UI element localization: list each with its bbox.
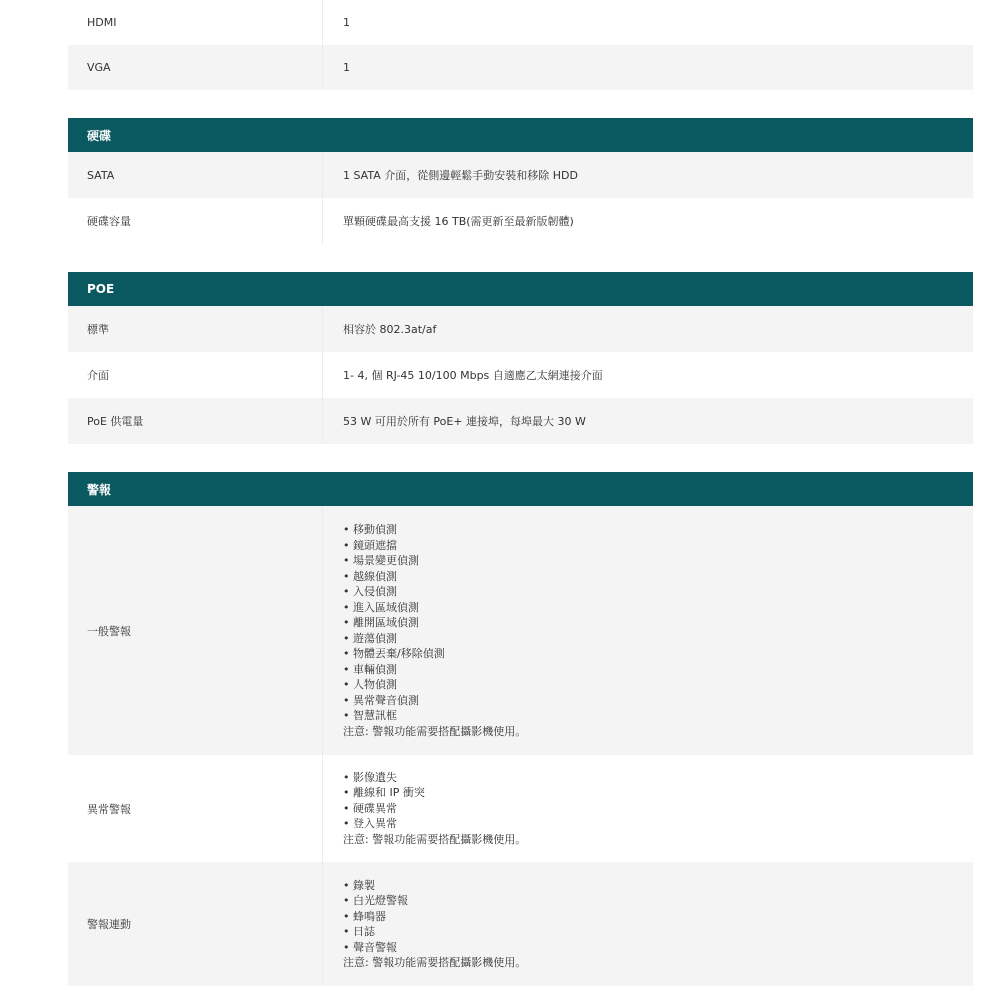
list-item: • 白光燈警報: [343, 894, 408, 907]
spec-table: [68, 0, 973, 986]
spec-label: 硬碟容量: [87, 215, 131, 228]
list-item: • 登入異常: [343, 817, 397, 831]
list-item: • 移動偵測: [343, 523, 397, 536]
spec-value-list: [322, 506, 973, 755]
spec-row-poe-interface: [68, 352, 973, 398]
list-item: • 影像遺失: [343, 770, 397, 784]
list-item: • 入侵偵測: [343, 585, 397, 598]
list-item: • 物體丟棄/移除偵測: [343, 647, 445, 660]
spec-label: 一般警報: [87, 624, 131, 638]
spec-row-hdd-capacity: [68, 198, 973, 244]
note: 注意: 警報功能需要搭配攝影機使用。: [343, 956, 527, 969]
section-header-poe: POE: [68, 272, 973, 306]
list-item: • 進入區域偵測: [343, 600, 419, 614]
spec-value: 1- 4, 個 RJ-45 10/100 Mbps 自適應乙太網連接介面: [322, 352, 973, 398]
spec-row-poe-standard: [68, 306, 973, 352]
list-item: • 車輛偵測: [343, 662, 397, 676]
spec-value-list: [322, 755, 973, 862]
note: 注意: 警報功能需要搭配攝影機使用。: [343, 724, 527, 738]
spec-row-general-alarm: [68, 506, 973, 755]
note: 注意: 警報功能需要搭配攝影機使用。: [343, 832, 527, 846]
spec-value-list: [322, 862, 973, 986]
list-item: • 離開區域偵測: [343, 616, 419, 629]
spec-row-sata: [68, 152, 973, 198]
spec-label: VGA: [87, 61, 111, 74]
spec-value: 相容於 802.3at/af: [322, 306, 973, 352]
spec-label: HDMI: [87, 16, 117, 29]
list-item: • 蜂鳴器: [343, 909, 386, 923]
spec-row-exception-alarm: [68, 755, 973, 862]
spec-row-hdmi: [68, 0, 973, 45]
list-item: • 錄製: [343, 878, 375, 892]
list-item: • 異常聲音偵測: [343, 693, 419, 707]
list-item: • 智慧訊框: [343, 709, 397, 722]
spec-value: 1: [322, 0, 973, 45]
spec-label: 介面: [87, 369, 109, 382]
spec-value: 單顆硬碟最高支援 16 TB(需更新至最新版韌體): [322, 198, 973, 244]
section-header-alarm: 警報: [68, 472, 973, 506]
list-item: • 人物偵測: [343, 678, 397, 691]
list-item: • 場景變更偵測: [343, 554, 419, 567]
spec-label: 標準: [87, 323, 109, 336]
spec-value: 53 W 可用於所有 PoE+ 連接埠，每埠最大 30 W: [322, 398, 973, 444]
spec-value: 1 SATA 介面，從側邊輕鬆手動安裝和移除 HDD: [322, 152, 973, 198]
spec-value: 1: [322, 45, 973, 90]
list-item: • 遊蕩偵測: [343, 631, 397, 645]
list-item: • 日誌: [343, 925, 375, 938]
list-item: • 離線和 IP 衝突: [343, 786, 425, 800]
list-item: • 硬碟異常: [343, 801, 397, 815]
spec-row-poe-power: [68, 398, 973, 444]
spec-label: PoE 供電量: [87, 415, 144, 428]
section-header-storage: 硬碟: [68, 118, 973, 152]
list-item: • 聲音警報: [343, 940, 397, 954]
spec-label: SATA: [87, 168, 115, 182]
spec-row-alarm-linkage: [68, 862, 973, 986]
list-item: • 鏡頭遮擋: [343, 538, 397, 552]
list-item: • 越線偵測: [343, 569, 397, 583]
spec-label: 警報連動: [87, 918, 131, 931]
spec-row-vga: [68, 45, 973, 90]
spec-label: 異常警報: [87, 802, 131, 816]
